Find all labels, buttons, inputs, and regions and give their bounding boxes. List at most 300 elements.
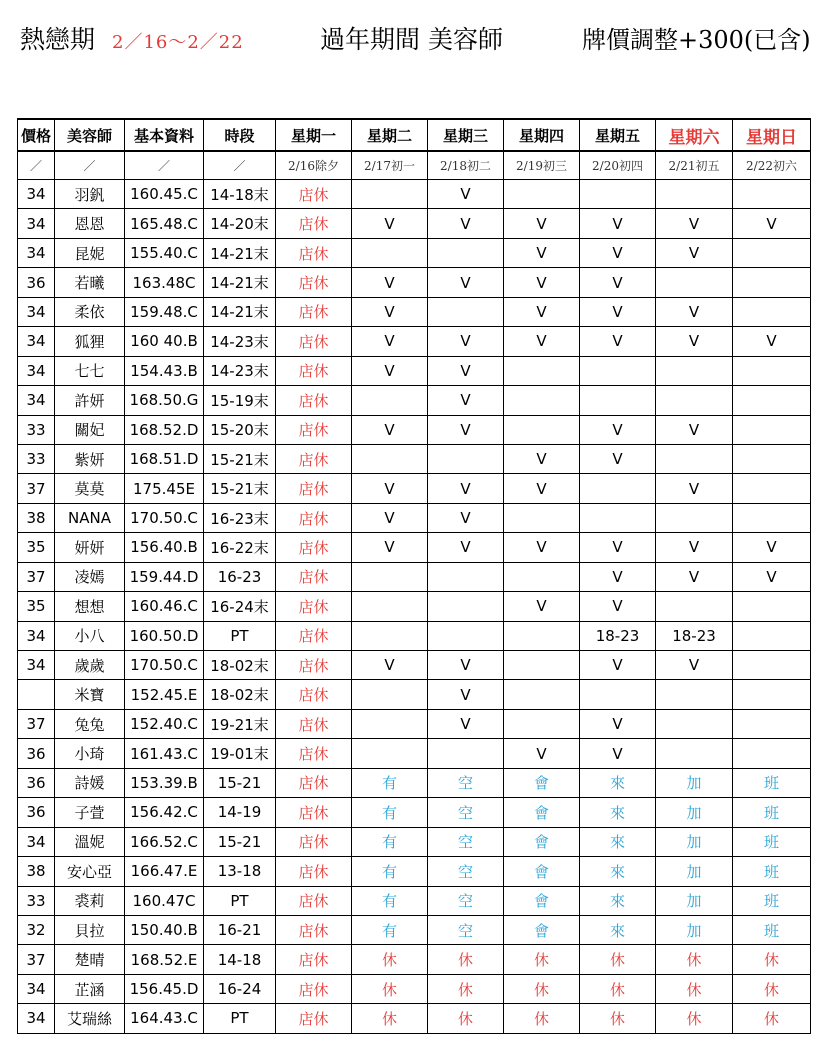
stylist-row	[18, 356, 811, 385]
day-cell: V	[352, 533, 428, 562]
day-cell: V	[428, 386, 504, 415]
hours-cell: 15-21	[204, 827, 276, 856]
stylist-row	[18, 444, 811, 473]
stylist-name-cell: 子萱	[55, 798, 125, 827]
info-cell: 156.42.C	[125, 798, 204, 827]
day-cell	[352, 739, 428, 768]
day-cell: V	[656, 562, 733, 591]
info-cell: 170.50.C	[125, 503, 204, 532]
day-cell	[428, 621, 504, 650]
day-cell: V	[580, 268, 656, 297]
day-cell: 休	[656, 945, 733, 974]
hours-cell: 14-21末	[204, 238, 276, 267]
day-cell	[504, 415, 580, 444]
day-cell: 休	[504, 1004, 580, 1033]
day-cell: 有	[352, 798, 428, 827]
info-cell: 160.47C	[125, 886, 204, 915]
hours-cell: 15-21末	[204, 444, 276, 473]
store-closed-cell: 店休	[276, 562, 352, 591]
day-cell: V	[656, 474, 733, 503]
day-cell	[504, 680, 580, 709]
stylist-name-cell: 狐狸	[55, 327, 125, 356]
day-cell	[352, 680, 428, 709]
store-closed-cell: 店休	[276, 386, 352, 415]
day-cell: V	[656, 238, 733, 267]
col-header-day: 星期五	[580, 119, 656, 151]
day-cell	[733, 415, 811, 444]
stylist-row	[18, 562, 811, 591]
date-range: 2／16～2／22	[112, 32, 244, 53]
day-date-cell: 2/19初三	[504, 151, 580, 180]
day-cell: 休	[656, 974, 733, 1003]
day-cell	[733, 268, 811, 297]
store-closed-cell: 店休	[276, 915, 352, 944]
stylist-row	[18, 238, 811, 267]
store-closed-cell: 店休	[276, 209, 352, 238]
stylist-name-cell: 芷涵	[55, 974, 125, 1003]
day-cell: 來	[580, 798, 656, 827]
day-cell: 加	[656, 827, 733, 856]
stylist-row	[18, 739, 811, 768]
stylist-row	[18, 709, 811, 738]
day-cell: 休	[733, 974, 811, 1003]
info-cell: 165.48.C	[125, 209, 204, 238]
day-cell: V	[428, 680, 504, 709]
day-cell: V	[580, 533, 656, 562]
day-cell: V	[428, 651, 504, 680]
day-cell: 18-23	[580, 621, 656, 650]
info-cell: 166.47.E	[125, 857, 204, 886]
day-cell	[656, 356, 733, 385]
store-closed-cell: 店休	[276, 945, 352, 974]
day-date-cell: 2/16除夕	[276, 151, 352, 180]
hours-cell: 16-22末	[204, 533, 276, 562]
day-cell	[733, 709, 811, 738]
day-cell: V	[504, 238, 580, 267]
day-cell: 會	[504, 857, 580, 886]
info-cell: 168.52.E	[125, 945, 204, 974]
slash-cell: ／	[18, 151, 55, 180]
day-cell: V	[428, 533, 504, 562]
info-cell: 161.43.C	[125, 739, 204, 768]
store-closed-cell: 店休	[276, 592, 352, 621]
day-cell: V	[352, 297, 428, 326]
day-cell: 休	[428, 974, 504, 1003]
price-cell: 34	[18, 1004, 55, 1033]
schedule-table	[17, 118, 811, 1034]
store-closed-cell: 店休	[276, 356, 352, 385]
day-cell: 休	[580, 974, 656, 1003]
store-closed-cell: 店休	[276, 327, 352, 356]
day-cell: 來	[580, 857, 656, 886]
day-cell: 有	[352, 768, 428, 797]
stylist-row	[18, 209, 811, 238]
day-cell: V	[428, 503, 504, 532]
stylist-row	[18, 621, 811, 650]
info-cell: 168.51.D	[125, 444, 204, 473]
info-cell: 160.50.D	[125, 621, 204, 650]
col-header-info: 基本資料	[125, 119, 204, 151]
day-cell	[352, 444, 428, 473]
stylist-name-cell: NANA	[55, 503, 125, 532]
day-cell: 班	[733, 798, 811, 827]
day-cell: 休	[580, 1004, 656, 1033]
slash-cell: ／	[55, 151, 125, 180]
price-cell: 34	[18, 180, 55, 209]
stylist-row	[18, 180, 811, 209]
info-cell: 150.40.B	[125, 915, 204, 944]
hours-cell: 16-21	[204, 915, 276, 944]
header-row	[18, 119, 811, 151]
price-cell: 34	[18, 827, 55, 856]
day-cell: V	[580, 651, 656, 680]
hours-cell: PT	[204, 1004, 276, 1033]
day-cell: 空	[428, 915, 504, 944]
price-cell: 34	[18, 327, 55, 356]
day-cell	[733, 444, 811, 473]
price-cell: 34	[18, 386, 55, 415]
day-cell	[352, 621, 428, 650]
day-cell	[656, 709, 733, 738]
day-cell: 班	[733, 857, 811, 886]
day-cell	[656, 739, 733, 768]
stylist-name-cell: 艾瑞絲	[55, 1004, 125, 1033]
info-cell: 153.39.B	[125, 768, 204, 797]
day-cell: 有	[352, 827, 428, 856]
info-cell: 152.40.C	[125, 709, 204, 738]
day-cell: V	[656, 327, 733, 356]
day-cell: V	[428, 327, 504, 356]
day-cell: 加	[656, 857, 733, 886]
day-cell: 休	[656, 1004, 733, 1033]
day-cell	[733, 386, 811, 415]
info-cell: 159.48.C	[125, 297, 204, 326]
store-closed-cell: 店休	[276, 621, 352, 650]
stylist-row	[18, 474, 811, 503]
day-cell: V	[733, 562, 811, 591]
stylist-row	[18, 533, 811, 562]
info-cell: 164.43.C	[125, 1004, 204, 1033]
stylist-row	[18, 1004, 811, 1033]
price-cell: 36	[18, 739, 55, 768]
stylist-name-cell: 貝拉	[55, 915, 125, 944]
price-cell: 35	[18, 592, 55, 621]
stylist-row	[18, 857, 811, 886]
day-cell: V	[580, 327, 656, 356]
day-cell	[656, 503, 733, 532]
schedule-body	[18, 180, 811, 1034]
price-cell: 32	[18, 915, 55, 944]
stylist-name-cell: 紫妍	[55, 444, 125, 473]
day-cell: 來	[580, 915, 656, 944]
price-cell: 34	[18, 356, 55, 385]
day-cell	[504, 709, 580, 738]
price-cell: 38	[18, 857, 55, 886]
stylist-name-cell: 許妍	[55, 386, 125, 415]
day-cell: V	[580, 592, 656, 621]
day-cell: 空	[428, 886, 504, 915]
col-header-hours: 時段	[204, 119, 276, 151]
store-closed-cell: 店休	[276, 444, 352, 473]
info-cell: 155.40.C	[125, 238, 204, 267]
day-cell: V	[580, 238, 656, 267]
day-cell	[580, 474, 656, 503]
stylist-name-cell: 關妃	[55, 415, 125, 444]
day-cell: V	[656, 533, 733, 562]
slash-cell: ／	[125, 151, 204, 180]
store-closed-cell: 店休	[276, 680, 352, 709]
store-closed-cell: 店休	[276, 415, 352, 444]
hours-cell: 14-21末	[204, 268, 276, 297]
day-cell	[733, 356, 811, 385]
price-cell: 36	[18, 798, 55, 827]
day-cell: 休	[733, 945, 811, 974]
day-cell: V	[504, 474, 580, 503]
day-cell	[428, 592, 504, 621]
stylist-row	[18, 327, 811, 356]
hours-cell: 14-23末	[204, 356, 276, 385]
store-closed-cell: 店休	[276, 709, 352, 738]
day-cell: V	[428, 268, 504, 297]
day-cell	[504, 651, 580, 680]
day-cell: 休	[504, 974, 580, 1003]
hours-cell: PT	[204, 621, 276, 650]
store-closed-cell: 店休	[276, 474, 352, 503]
day-cell: V	[580, 444, 656, 473]
day-cell: V	[352, 651, 428, 680]
hours-cell: 14-21末	[204, 297, 276, 326]
day-cell	[733, 621, 811, 650]
day-cell: V	[656, 651, 733, 680]
day-cell: 會	[504, 768, 580, 797]
day-cell: V	[580, 739, 656, 768]
store-closed-cell: 店休	[276, 651, 352, 680]
info-cell: 163.48C	[125, 268, 204, 297]
hours-cell: 14-18末	[204, 180, 276, 209]
hours-cell: 19-01末	[204, 739, 276, 768]
store-closed-cell: 店休	[276, 533, 352, 562]
stylist-row	[18, 415, 811, 444]
day-cell: 來	[580, 886, 656, 915]
price-cell: 34	[18, 621, 55, 650]
store-closed-cell: 店休	[276, 974, 352, 1003]
day-cell	[504, 180, 580, 209]
day-cell	[733, 651, 811, 680]
stylist-name-cell: 歲歲	[55, 651, 125, 680]
hours-cell: 16-23末	[204, 503, 276, 532]
day-cell: 會	[504, 915, 580, 944]
day-cell	[733, 297, 811, 326]
day-date-cell: 2/18初二	[428, 151, 504, 180]
price-cell: 33	[18, 886, 55, 915]
day-cell	[504, 621, 580, 650]
stylist-row	[18, 827, 811, 856]
day-cell: 加	[656, 798, 733, 827]
hours-cell: 15-21	[204, 768, 276, 797]
day-cell: 會	[504, 827, 580, 856]
day-cell	[656, 680, 733, 709]
day-cell	[504, 386, 580, 415]
hours-cell: 14-20末	[204, 209, 276, 238]
day-cell	[352, 238, 428, 267]
hours-cell: PT	[204, 886, 276, 915]
day-cell: 有	[352, 915, 428, 944]
day-cell	[656, 592, 733, 621]
col-header-day: 星期二	[352, 119, 428, 151]
stylist-row	[18, 503, 811, 532]
day-cell: 休	[733, 1004, 811, 1033]
store-closed-cell: 店休	[276, 268, 352, 297]
stylist-name-cell: 小八	[55, 621, 125, 650]
stylist-name-cell: 安心亞	[55, 857, 125, 886]
day-cell: 班	[733, 915, 811, 944]
day-cell: 加	[656, 768, 733, 797]
price-cell: 33	[18, 444, 55, 473]
stylist-name-cell: 小琦	[55, 739, 125, 768]
day-cell: V	[352, 503, 428, 532]
info-cell: 168.50.G	[125, 386, 204, 415]
price-cell	[18, 680, 55, 709]
stylist-row	[18, 268, 811, 297]
stylist-name-cell: 妍妍	[55, 533, 125, 562]
day-cell	[428, 444, 504, 473]
price-cell: 34	[18, 238, 55, 267]
hours-cell: 15-19末	[204, 386, 276, 415]
day-cell: 空	[428, 798, 504, 827]
day-cell: 空	[428, 827, 504, 856]
hours-cell: 14-23末	[204, 327, 276, 356]
day-cell	[428, 562, 504, 591]
day-cell: 空	[428, 857, 504, 886]
store-closed-cell: 店休	[276, 827, 352, 856]
stylist-row	[18, 297, 811, 326]
hours-cell: 19-21末	[204, 709, 276, 738]
store-closed-cell: 店休	[276, 857, 352, 886]
day-cell: 休	[352, 1004, 428, 1033]
stylist-name-cell: 楚晴	[55, 945, 125, 974]
day-cell: 休	[428, 945, 504, 974]
col-header-day-weekend: 星期日	[733, 119, 811, 151]
info-cell: 159.44.D	[125, 562, 204, 591]
col-header-day: 星期一	[276, 119, 352, 151]
stylist-row	[18, 915, 811, 944]
page-title: 熱戀期	[20, 25, 96, 54]
slash-cell: ／	[204, 151, 276, 180]
day-cell: 有	[352, 886, 428, 915]
price-cell: 35	[18, 533, 55, 562]
price-cell: 34	[18, 651, 55, 680]
day-cell	[656, 444, 733, 473]
store-closed-cell: 店休	[276, 503, 352, 532]
day-cell: V	[352, 209, 428, 238]
day-cell: 空	[428, 768, 504, 797]
day-cell: V	[656, 415, 733, 444]
page-header	[20, 20, 820, 60]
day-cell	[504, 503, 580, 532]
day-cell: V	[580, 415, 656, 444]
info-cell: 152.45.E	[125, 680, 204, 709]
stylist-name-cell: 兔兔	[55, 709, 125, 738]
price-note: 牌價調整+300(已含)	[582, 26, 811, 54]
stylist-row	[18, 886, 811, 915]
day-cell	[504, 356, 580, 385]
day-cell	[733, 739, 811, 768]
day-cell: V	[580, 709, 656, 738]
stylist-row	[18, 798, 811, 827]
day-cell	[580, 386, 656, 415]
stylist-name-cell: 柔依	[55, 297, 125, 326]
day-cell: 來	[580, 768, 656, 797]
stylist-row	[18, 768, 811, 797]
day-cell: V	[352, 327, 428, 356]
hours-cell: 13-18	[204, 857, 276, 886]
day-cell: V	[428, 415, 504, 444]
day-cell	[428, 238, 504, 267]
price-cell: 37	[18, 709, 55, 738]
day-cell: 會	[504, 798, 580, 827]
stylist-name-cell: 昆妮	[55, 238, 125, 267]
hours-cell: 18-02末	[204, 651, 276, 680]
store-closed-cell: 店休	[276, 739, 352, 768]
hours-cell: 15-20末	[204, 415, 276, 444]
day-cell: 有	[352, 857, 428, 886]
day-cell	[352, 592, 428, 621]
day-cell: V	[352, 268, 428, 297]
day-cell: 班	[733, 827, 811, 856]
info-cell: 170.50.C	[125, 651, 204, 680]
day-cell	[352, 386, 428, 415]
price-cell: 37	[18, 474, 55, 503]
store-closed-cell: 店休	[276, 886, 352, 915]
day-cell	[580, 180, 656, 209]
col-header-day: 星期三	[428, 119, 504, 151]
day-cell: 班	[733, 886, 811, 915]
day-cell: 休	[352, 974, 428, 1003]
day-cell: V	[580, 297, 656, 326]
stylist-name-cell: 詩媛	[55, 768, 125, 797]
day-cell	[352, 709, 428, 738]
store-closed-cell: 店休	[276, 238, 352, 267]
day-cell	[428, 739, 504, 768]
day-cell	[733, 680, 811, 709]
store-closed-cell: 店休	[276, 180, 352, 209]
day-cell: V	[428, 474, 504, 503]
day-cell: V	[580, 209, 656, 238]
day-cell: V	[504, 444, 580, 473]
info-cell: 160.46.C	[125, 592, 204, 621]
info-cell: 160.45.C	[125, 180, 204, 209]
day-cell: V	[352, 474, 428, 503]
day-cell	[580, 503, 656, 532]
day-cell: V	[504, 739, 580, 768]
day-cell: V	[428, 180, 504, 209]
day-cell	[352, 562, 428, 591]
stylist-row	[18, 680, 811, 709]
hours-cell: 14-18	[204, 945, 276, 974]
stylist-row	[18, 386, 811, 415]
stylist-row	[18, 592, 811, 621]
col-header-price: 價格	[18, 119, 55, 151]
col-header-stylist: 美容師	[55, 119, 125, 151]
day-cell: V	[352, 356, 428, 385]
stylist-row	[18, 651, 811, 680]
hours-cell: 15-21末	[204, 474, 276, 503]
day-cell	[656, 180, 733, 209]
price-cell: 34	[18, 209, 55, 238]
day-cell: 休	[352, 945, 428, 974]
stylist-row	[18, 974, 811, 1003]
day-cell: 會	[504, 886, 580, 915]
